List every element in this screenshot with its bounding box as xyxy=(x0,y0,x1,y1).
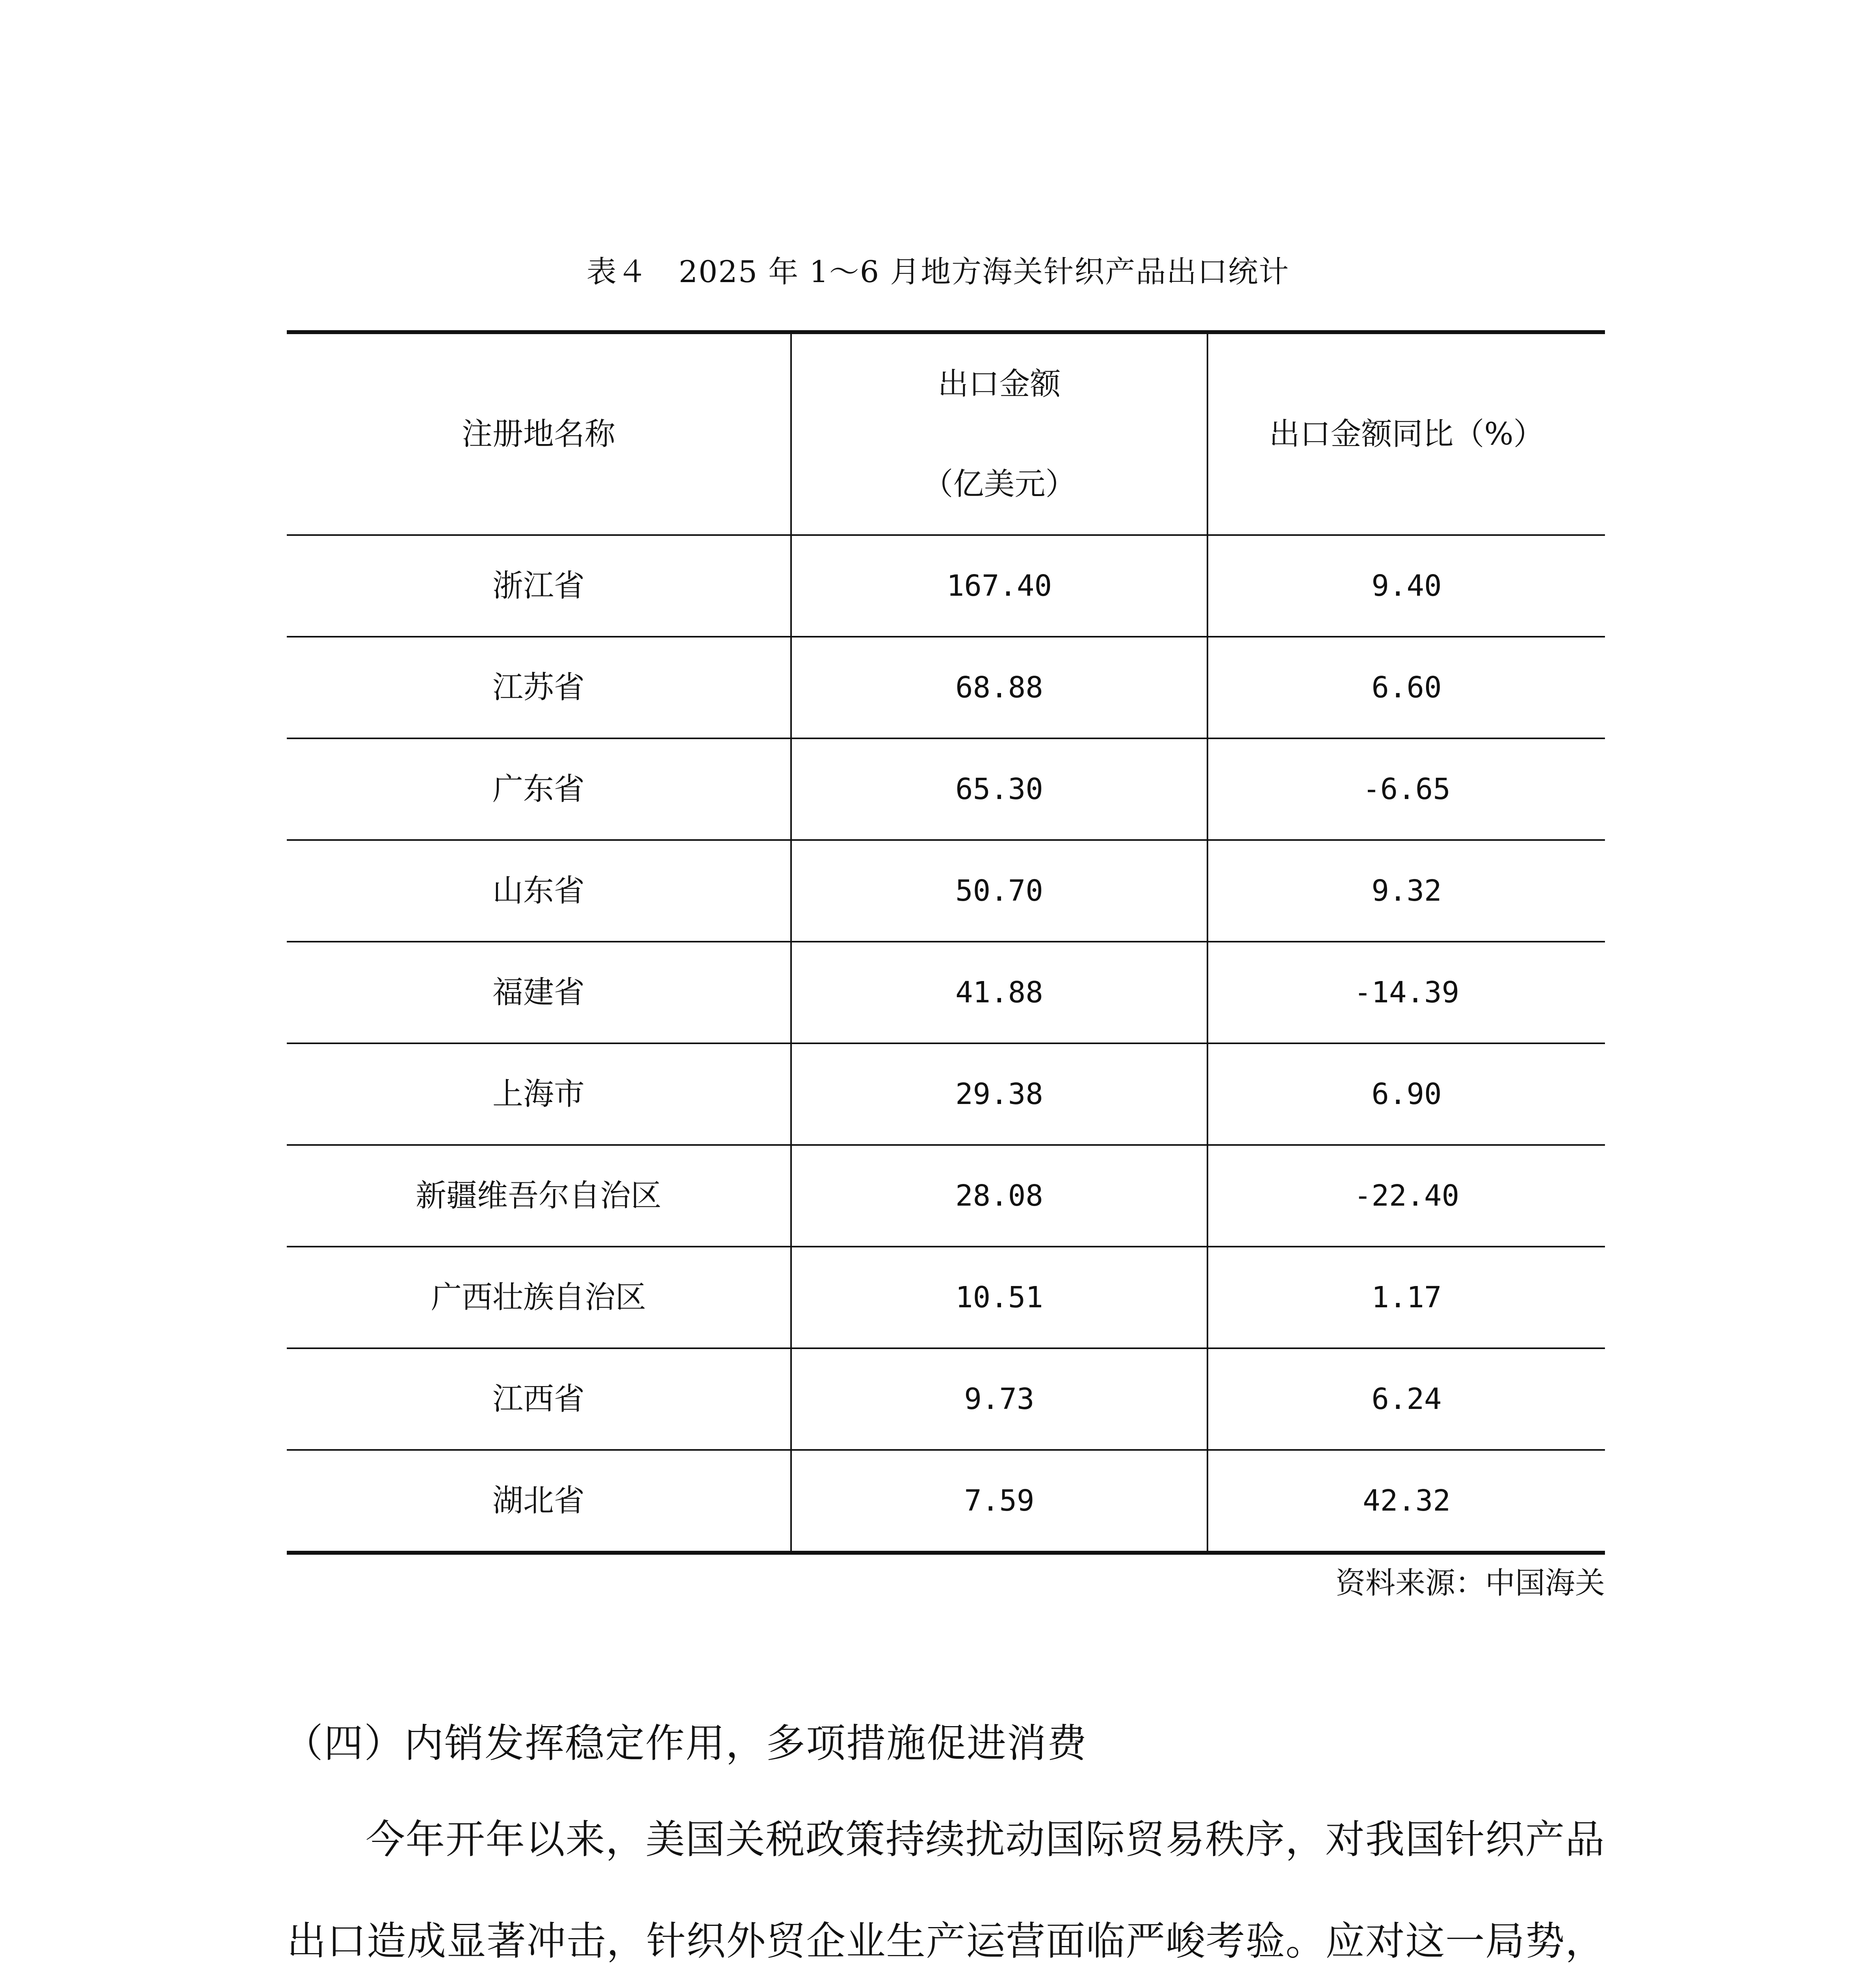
cell-region: 江西省 xyxy=(287,1348,791,1450)
table-header-row xyxy=(287,332,1605,535)
cell-region: 广东省 xyxy=(287,738,791,840)
cell-amount: 7.59 xyxy=(791,1450,1207,1553)
cell-yoy: 6.60 xyxy=(1207,637,1605,738)
header-yoy: 出口金额同比（%） xyxy=(1207,332,1605,535)
cell-amount: 167.40 xyxy=(791,535,1207,637)
section-heading: （四）内销发挥稳定作用，多项措施促进消费 xyxy=(284,1720,1087,1766)
table-row xyxy=(287,840,1605,942)
cell-yoy: 42.32 xyxy=(1207,1450,1605,1553)
table-row xyxy=(287,942,1605,1043)
cell-yoy: 9.40 xyxy=(1207,535,1605,637)
cell-yoy: -14.39 xyxy=(1207,942,1605,1043)
table-row xyxy=(287,1348,1605,1450)
cell-amount: 28.08 xyxy=(791,1145,1207,1247)
cell-region: 福建省 xyxy=(287,942,791,1043)
table-row xyxy=(287,1247,1605,1348)
cell-yoy: -6.65 xyxy=(1207,738,1605,840)
source-note: 资料来源：中国海关 xyxy=(1335,1565,1605,1600)
cell-yoy: 1.17 xyxy=(1207,1247,1605,1348)
cell-amount: 50.70 xyxy=(791,840,1207,942)
table-row xyxy=(287,738,1605,840)
header-region: 注册地名称 xyxy=(287,332,791,535)
cell-region: 上海市 xyxy=(287,1043,791,1145)
table-row xyxy=(287,1145,1605,1247)
table-row xyxy=(287,1450,1605,1553)
cell-amount: 29.38 xyxy=(791,1043,1207,1145)
table-row xyxy=(287,1043,1605,1145)
cell-amount: 9.73 xyxy=(791,1348,1207,1450)
cell-amount: 41.88 xyxy=(791,942,1207,1043)
table-caption: 表４ 2025 年 1～6 月地方海关针织产品出口统计 xyxy=(586,254,1290,289)
cell-yoy: 9.32 xyxy=(1207,840,1605,942)
header-export-amount xyxy=(791,332,1207,535)
cell-amount: 68.88 xyxy=(791,637,1207,738)
table-row xyxy=(287,637,1605,738)
cell-region: 广西壮族自治区 xyxy=(287,1247,791,1348)
cell-amount: 10.51 xyxy=(791,1247,1207,1348)
cell-amount: 65.30 xyxy=(791,738,1207,840)
body-paragraph: 今年开年以来，美国关税政策持续扰动国际贸易秩序，对我国针织产品出口造成显著冲击，针织外贸企业生产运营面临严峻考验。应对这一局势， xyxy=(287,1816,1605,1964)
cell-yoy: 6.90 xyxy=(1207,1043,1605,1145)
header-export-amount-label: 出口金额 xyxy=(938,366,1061,402)
cell-yoy: -22.40 xyxy=(1207,1145,1605,1247)
cell-region: 江苏省 xyxy=(287,637,791,738)
table-row xyxy=(287,535,1605,637)
cell-region: 新疆维吾尔自治区 xyxy=(287,1145,791,1247)
cell-region: 湖北省 xyxy=(287,1450,791,1553)
cell-region: 浙江省 xyxy=(287,535,791,637)
header-export-amount-unit: （亿美元） xyxy=(922,466,1076,502)
cell-region: 山东省 xyxy=(287,840,791,942)
cell-yoy: 6.24 xyxy=(1207,1348,1605,1450)
export-statistics-table xyxy=(287,330,1605,1555)
